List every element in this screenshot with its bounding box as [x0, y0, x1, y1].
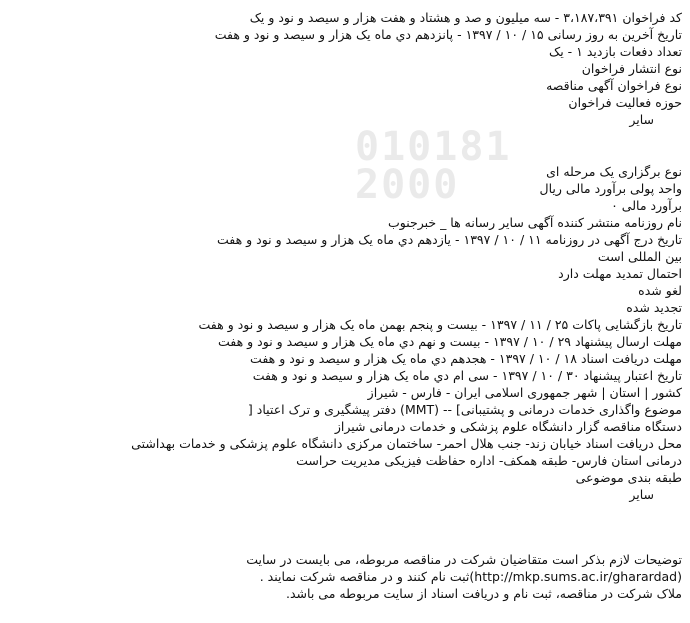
- description-criteria: ملاک شرکت در مناقصه، ثبت نام و دریافت اسناد از سایت مربوطه می باشد.: [286, 586, 682, 601]
- extension-flag: احتمال تمدید مهلت دارد: [558, 266, 682, 281]
- estimate: برآورد مالی ۰: [611, 198, 682, 213]
- holding-type: نوع برگزاری یک مرحله ای: [546, 164, 682, 179]
- watermark-line: 010181: [355, 124, 512, 170]
- document-address-cont: درمانی استان فارس- طبقه همکف- اداره حفاظت فیزیکی مدیریت حراست: [296, 453, 682, 468]
- visit-count: تعداد دفعات بازدید ۱ - یک: [549, 44, 682, 59]
- opening-date: تاریخ بازگشایی پاکات ۲۵ / ۱۱ / ۱۳۹۷ - بیست و پنجم بهمن ماه یک هزار و سیصد و نود و هفت: [198, 317, 682, 332]
- document-deadline: مهلت دریافت اسناد ۱۸ / ۱۰ / ۱۳۹۷ - هجدهم دي ماه یک هزار و سیصد و نود و هفت: [250, 351, 682, 366]
- activity-field-label: حوزه فعالیت فراخوان: [568, 95, 682, 110]
- publish-type: نوع انتشار فراخوان: [581, 61, 682, 76]
- newspaper-date: تاریخ درج آگهی در روزنامه ۱۱ / ۱۰ / ۱۳۹۷ - یازدهم دي ماه یک هزار و سیصد و نود و هفت: [216, 232, 682, 247]
- location: کشور | استان | شهر جمهوری اسلامی ایران - فارس - شیراز: [367, 385, 682, 400]
- call-type: نوع فراخوان آگهی مناقصه: [546, 78, 682, 93]
- subject-category-value: سایر: [629, 487, 654, 502]
- renewed-flag: تجدید شده: [626, 300, 682, 315]
- subject-category-label: طبقه بندی موضوعی: [575, 470, 682, 485]
- international-flag: بین المللی است: [597, 249, 682, 264]
- cancelled-flag: لغو شده: [638, 283, 682, 298]
- watermark-stamp: [355, 124, 512, 208]
- description: توضیحات لازم بذکر است متقاضیان شرکت در مناقصه مربوطه، می بایست در سایت: [246, 552, 682, 567]
- watermark-line: 2000: [355, 162, 460, 208]
- activity-field-value: سایر: [629, 112, 654, 127]
- document-address: محل دریافت اسناد خیابان زند- جنب هلال احمر- ساختمان مرکزی دانشگاه علوم پزشکی و خدمات بهداشتی: [131, 436, 682, 451]
- description-link-line: (http://mkp.sums.ac.ir/gharardad)ثبت نام کنند و در مناقصه شرکت نمایند .: [259, 569, 682, 584]
- call-code: کد فراخوان ۳،۱۸۷،۳۹۱ - سه میلیون و صد و هشتاد و هفت هزار و سیصد و نود و یک: [249, 10, 682, 25]
- submission-deadline: مهلت ارسال پیشنهاد ۲۹ / ۱۰ / ۱۳۹۷ - بیست و نهم دي ماه یک هزار و سیصد و نود و هفت: [218, 334, 682, 349]
- tender-organization: دستگاه مناقصه گزار دانشگاه علوم پزشکی و خدمات درمانی شیراز: [334, 419, 682, 434]
- newspaper-name: نام روزنامه منتشر کننده آگهی سایر رسانه ها _ خبرجنوب: [387, 215, 682, 230]
- currency-unit: واحد پولی برآورد مالی ریال: [539, 181, 682, 196]
- last-update-date: تاریخ آخرین به روز رسانی ۱۵ / ۱۰ / ۱۳۹۷ - پانزدهم دي ماه یک هزار و سیصد و نود و هفت: [214, 27, 682, 42]
- subject: موضوع واگذاری خدمات درمانی و پشتیبانی] -- (MMT) دفتر پیشگیری و ترک اعتیاد [: [247, 402, 682, 417]
- validity-date: تاریخ اعتبار پیشنهاد ۳۰ / ۱۰ / ۱۳۹۷ - سی ام دي ماه یک هزار و سیصد و نود و هفت: [252, 368, 682, 383]
